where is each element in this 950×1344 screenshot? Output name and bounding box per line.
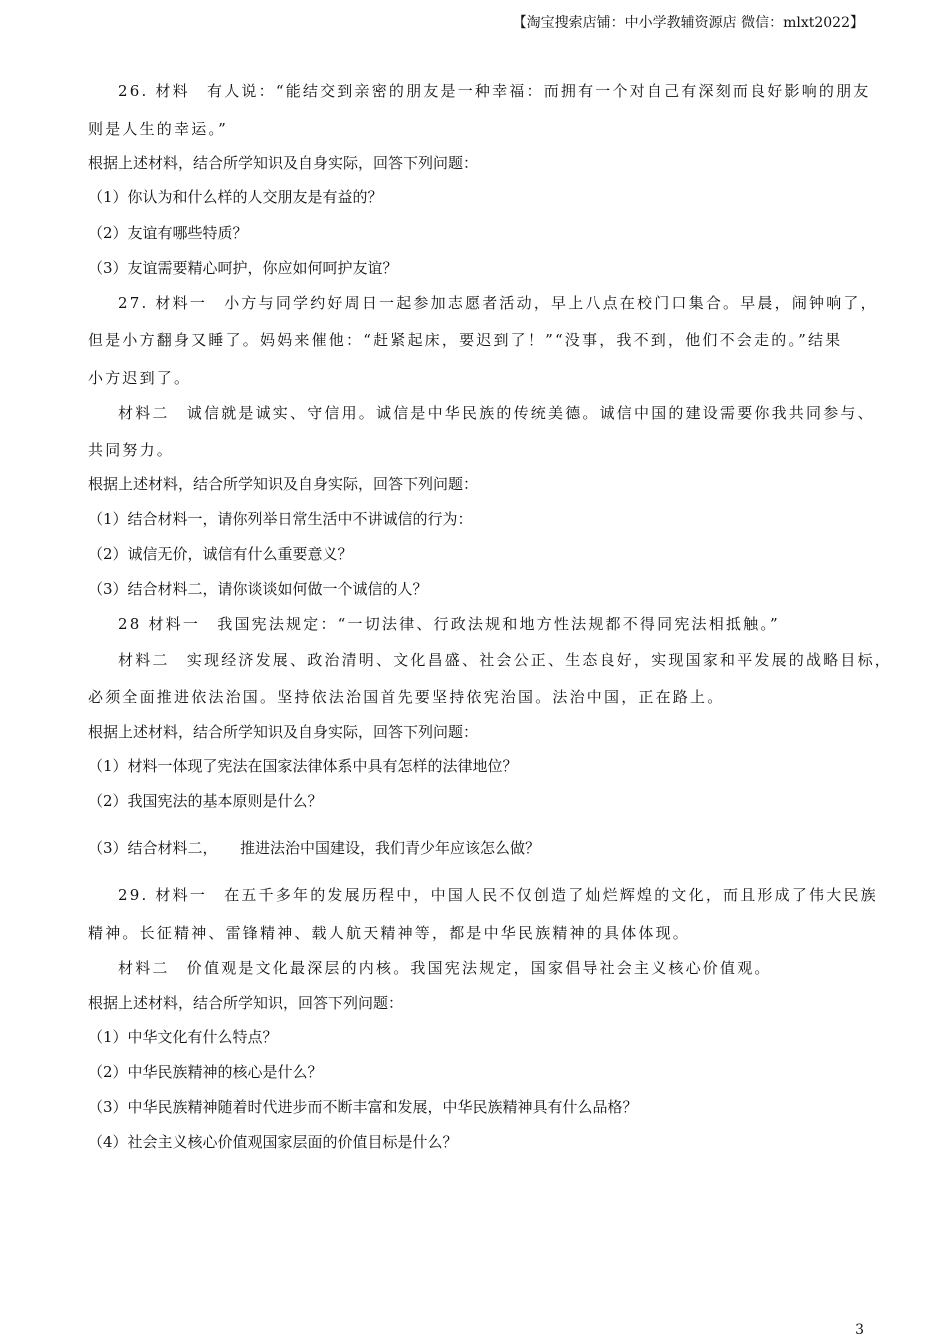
q29-subquestion-3: （3）中华民族精神随着时代进步而不断丰富和发展，中华民族精神具有什么品格？ [88, 1098, 638, 1116]
q28-subquestion-3: （3）结合材料二， 推进法治中国建设，我们青少年应该怎么做？ [88, 839, 541, 857]
q26-subquestion-3: （3）友谊需要精心呵护，你应如何呵护友谊？ [88, 259, 398, 277]
q27-prompt: 根据上述材料，结合所学知识及自身实际，回答下列问题： [88, 475, 479, 493]
q26-prompt: 根据上述材料，结合所学知识及自身实际，回答下列问题： [88, 154, 479, 172]
q28-material-2-line-1: 材料二 实现经济发展、政治清明、文化昌盛、社会公正、生态良好，实现国家和平发展的战略目标， [118, 651, 893, 669]
page-header: 【淘宝搜索店铺：中小学教辅资源店 微信：mlxt2022】 [512, 15, 864, 31]
q26-subquestion-1: （1）你认为和什么样的人交朋友是有益的？ [88, 188, 383, 206]
q29-subquestion-1: （1）中华文化有什么特点？ [88, 1028, 278, 1046]
q28-material-2-line-2: 必须全面推进依法治国。坚持依法治国首先要坚持依宪治国。法治中国，正在路上。 [88, 688, 725, 706]
q26-material-line-2: 则是人生的幸运。” [88, 120, 228, 138]
q27-material-1-line-2: 但是小方翻身又睡了。妈妈来催他：“赶紧起床，要迟到了！”“没事，我不到，他们不会走的。”结果 [88, 331, 843, 349]
q29-subquestion-2: （2）中华民族精神的核心是什么？ [88, 1063, 323, 1081]
q29-prompt: 根据上述材料，结合所学知识，回答下列问题： [88, 994, 404, 1012]
page-number: 3 [855, 1322, 864, 1338]
q28-material-1: 28 材料一 我国宪法规定：“一切法律、行政法规和地方性法规都不得同宪法相抵触。” [118, 615, 780, 633]
q29-material-1-line-2: 精神。长征精神、雷锋精神、载人航天精神等，都是中华民族精神的具体体现。 [88, 924, 691, 942]
q29-subquestion-4: （4）社会主义核心价值观国家层面的价值目标是什么？ [88, 1133, 458, 1151]
q27-material-1-line-3: 小方迟到了。 [88, 369, 192, 387]
q28-prompt: 根据上述材料，结合所学知识及自身实际，回答下列问题： [88, 723, 479, 741]
q27-subquestion-1: （1）结合材料一，请你列举日常生活中不讲诚信的行为： [88, 510, 473, 528]
q27-subquestion-3: （3）结合材料二，请你谈谈如何做一个诚信的人？ [88, 580, 428, 598]
q26-material-line-1: 26. 材料 有人说：“能结交到亲密的朋友是一种幸福：而拥有一个对自己有深刻而良好影响的朋友 [118, 82, 871, 100]
q29-material-1-line-1: 29. 材料一 在五千多年的发展历程中，中国人民不仅创造了灿烂辉煌的文化，而且形成了伟大民族 [118, 886, 878, 904]
q26-subquestion-2: （2）友谊有哪些特质？ [88, 224, 248, 242]
q29-material-2: 材料二 价值观是文化最深层的内核。我国宪法规定，国家倡导社会主义核心价值观。 [118, 959, 772, 977]
q27-subquestion-2: （2）诚信无价，诚信有什么重要意义？ [88, 545, 353, 563]
q27-material-2-line-1: 材料二 诚信就是诚实、守信用。诚信是中华民族的传统美德。诚信中国的建设需要你我共同参与、 [118, 404, 875, 422]
q28-subquestion-2: （2）我国宪法的基本原则是什么？ [88, 792, 323, 810]
q28-subquestion-1: （1）材料一体现了宪法在国家法律体系中具有怎样的法律地位？ [88, 757, 518, 775]
q27-material-1-line-1: 27. 材料一 小方与同学约好周日一起参加志愿者活动，早上八点在校门口集合。早晨，闹钟响了， [118, 294, 878, 312]
q27-material-2-line-2: 共同努力。 [88, 441, 175, 459]
